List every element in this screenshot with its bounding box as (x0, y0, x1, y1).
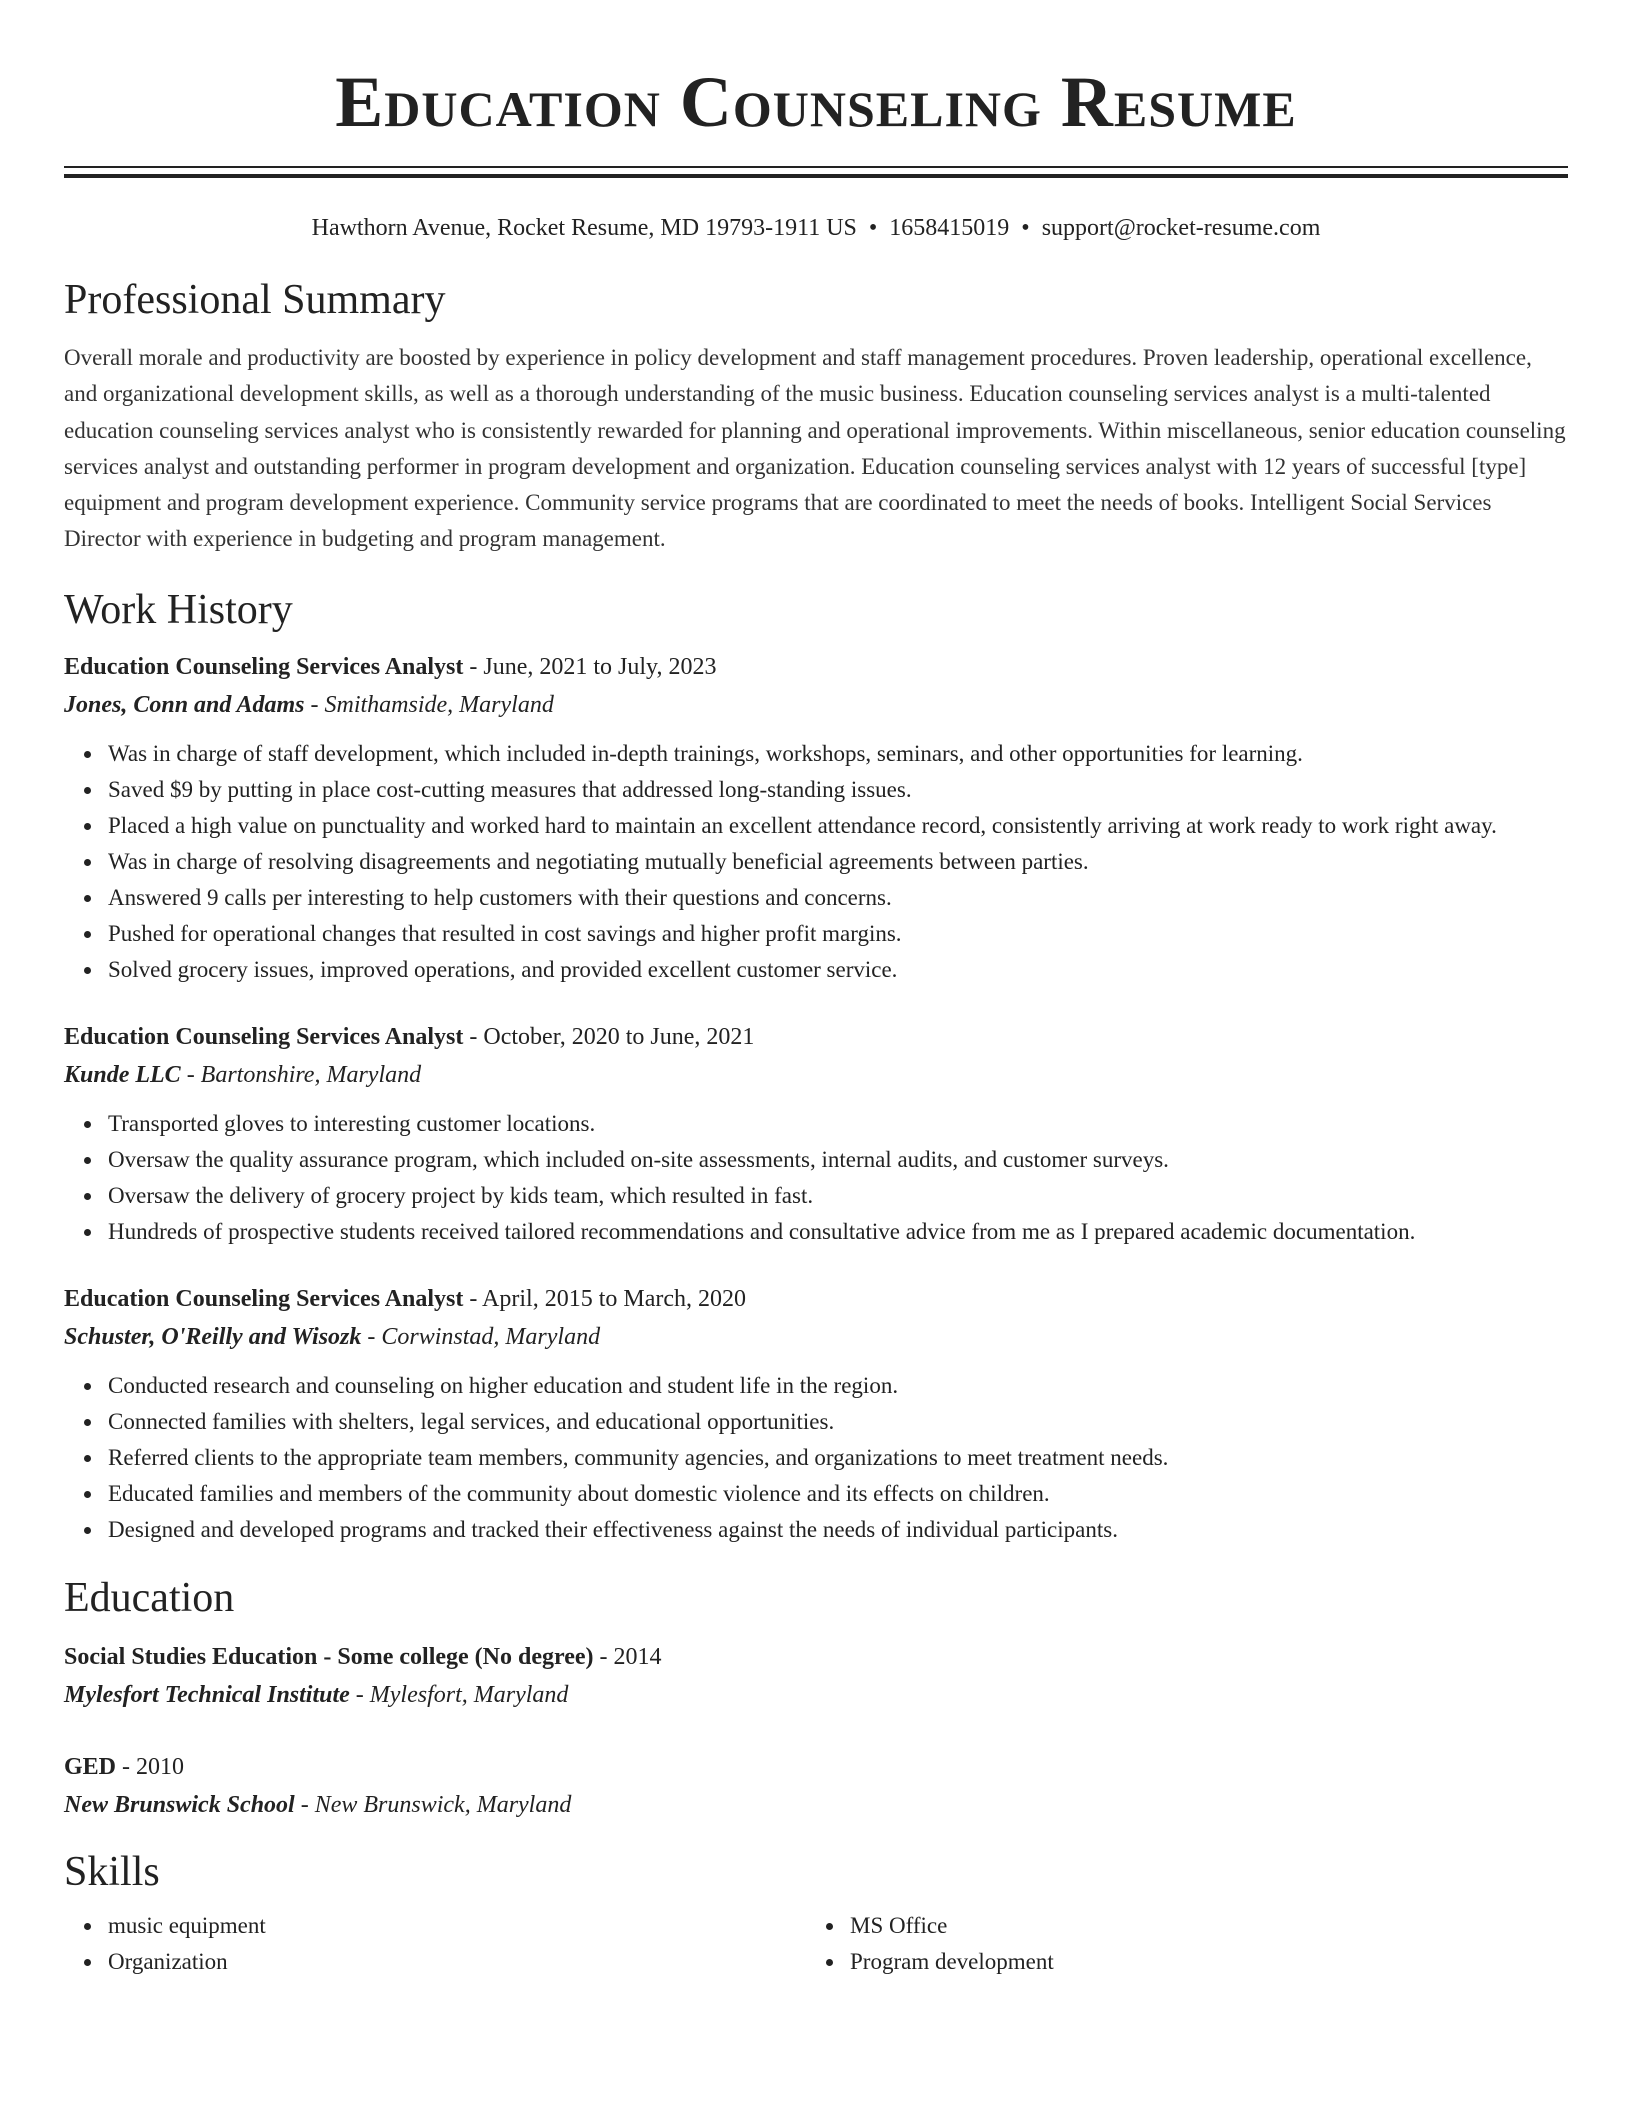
job-bullet: Designed and developed programs and tracked their effectiveness against the needs of individual participants. (108, 1512, 1568, 1548)
summary-heading: Professional Summary (64, 277, 446, 323)
education-degree: Social Studies Education - Some college (No degree) (64, 1643, 594, 1670)
job-bullets (64, 736, 1568, 988)
job-company-line (64, 686, 1568, 724)
skills-column-left (64, 1908, 806, 1980)
job-bullet: Solved grocery issues, improved operations, and provided excellent customer service. (108, 952, 1568, 988)
title-divider-thin (64, 166, 1568, 168)
job-location: - Corwinstad, Maryland (361, 1323, 601, 1350)
contact-phone: 1658415019 (889, 215, 1010, 241)
contact-line (64, 212, 1568, 244)
education-entry (64, 1638, 1568, 1714)
job-company: Jones, Conn and Adams (64, 691, 305, 718)
job-bullets (64, 1106, 1568, 1250)
education-heading: Education (64, 1574, 235, 1621)
job-entry (64, 1018, 1568, 1250)
job-dates: - April, 2015 to March, 2020 (463, 1285, 747, 1312)
skill-item: music equipment (108, 1908, 806, 1944)
job-bullet: Oversaw the quality assurance program, which included on-site assessments, internal audits, and customer surveys. (108, 1142, 1568, 1178)
job-bullet: Hundreds of prospective students received tailored recommendations and consultative advice from me as I prepared academic documentation. (108, 1214, 1568, 1250)
contact-email: support@rocket-resume.com (1041, 215, 1321, 241)
contact-separator: • (1021, 215, 1030, 241)
job-bullet: Educated families and members of the community about domestic violence and its effects on children. (108, 1476, 1568, 1512)
contact-address: Hawthorn Avenue, Rocket Resume, MD 19793-1911 US (311, 215, 857, 241)
job-company: Schuster, O'Reilly and Wisozk (64, 1323, 362, 1350)
skill-item: MS Office (850, 1908, 1548, 1944)
job-title: Education Counseling Services Analyst (64, 1023, 464, 1050)
resume-title: Education Counseling Resume (335, 62, 1297, 142)
education-year: - 2014 (593, 1643, 662, 1670)
job-entry (64, 648, 1568, 988)
skills-list (64, 1908, 806, 1980)
skills-grid (64, 1908, 1568, 1980)
job-bullets (64, 1368, 1568, 1548)
skill-item: Organization (108, 1944, 806, 1980)
job-bullet: Was in charge of resolving disagreements and negotiating mutually beneficial agreements between parties. (108, 844, 1568, 880)
education-entry (64, 1748, 1568, 1824)
job-bullet: Was in charge of staff development, which included in-depth trainings, workshops, seminars, and other opportunities for learning. (108, 736, 1568, 772)
job-dates: - June, 2021 to July, 2023 (463, 653, 717, 680)
job-bullet: Conducted research and counseling on higher education and student life in the region. (108, 1368, 1568, 1404)
job-bullet: Saved $9 by putting in place cost-cutting measures that addressed long-standing issues. (108, 772, 1568, 808)
job-company-line (64, 1318, 1568, 1356)
contact-separator: • (868, 215, 878, 241)
job-bullet: Connected families with shelters, legal services, and educational opportunities. (108, 1404, 1568, 1440)
job-title-line (64, 1018, 1568, 1056)
summary-text: Overall morale and productivity are boosted by experience in policy development and staff management procedures. Proven leadership, operational excellence, and organizational development skills, as well as a thorough understanding of the music business. Education counseling services analyst is a multi-talented education counseling services analyst who is consistently rewarded for planning and operational improvements. Within miscellaneous, senior education counseling services analyst and outstanding performer in program development and organization. Education counseling services analyst with 12 years of successful [type] equipment and program development experience. Community service programs that are coordinated to meet the needs of books. Intelligent Social Services Director with experience in budgeting and program management. (64, 345, 1566, 552)
education-degree: GED (64, 1753, 117, 1780)
job-title: Education Counseling Services Analyst (64, 653, 464, 680)
job-title: Education Counseling Services Analyst (64, 1285, 464, 1312)
job-dates: - October, 2020 to June, 2021 (463, 1023, 755, 1050)
job-bullet: Oversaw the delivery of grocery project by kids team, which resulted in fast. (108, 1178, 1568, 1214)
job-title-line (64, 1280, 1568, 1318)
job-company: Kunde LLC (64, 1061, 181, 1088)
education-location: - Mylesfort, Maryland (349, 1681, 569, 1708)
education-school-line (64, 1786, 1568, 1824)
skills-heading: Skills (64, 1848, 160, 1895)
education-degree-line (64, 1748, 1568, 1786)
skills-list (806, 1908, 1548, 1980)
education-school-line (64, 1676, 1568, 1714)
job-bullet: Referred clients to the appropriate team members, community agencies, and organizations to meet treatment needs. (108, 1440, 1568, 1476)
skills-column-right (806, 1908, 1548, 1980)
job-bullet: Placed a high value on punctuality and worked hard to maintain an excellent attendance record, consistently arriving at work ready to work right away. (108, 808, 1568, 844)
job-bullet: Transported gloves to interesting customer locations. (108, 1106, 1568, 1142)
education-location: - New Brunswick, Maryland (294, 1791, 572, 1818)
job-location: - Bartonshire, Maryland (180, 1061, 422, 1088)
job-location: - Smithamside, Maryland (304, 691, 554, 718)
education-degree-line (64, 1638, 1568, 1676)
job-title-line (64, 648, 1568, 686)
job-bullet: Pushed for operational changes that resulted in cost savings and higher profit margins. (108, 916, 1568, 952)
work-history-heading: Work History (64, 586, 293, 633)
title-divider-thick (64, 174, 1568, 178)
education-school: Mylesfort Technical Institute (64, 1681, 350, 1708)
skill-item: Program development (850, 1944, 1548, 1980)
job-bullet: Answered 9 calls per interesting to help customers with their questions and concerns. (108, 880, 1568, 916)
education-school: New Brunswick School (64, 1791, 295, 1818)
job-entry (64, 1280, 1568, 1548)
education-year: - 2010 (116, 1753, 185, 1780)
job-company-line (64, 1056, 1568, 1094)
